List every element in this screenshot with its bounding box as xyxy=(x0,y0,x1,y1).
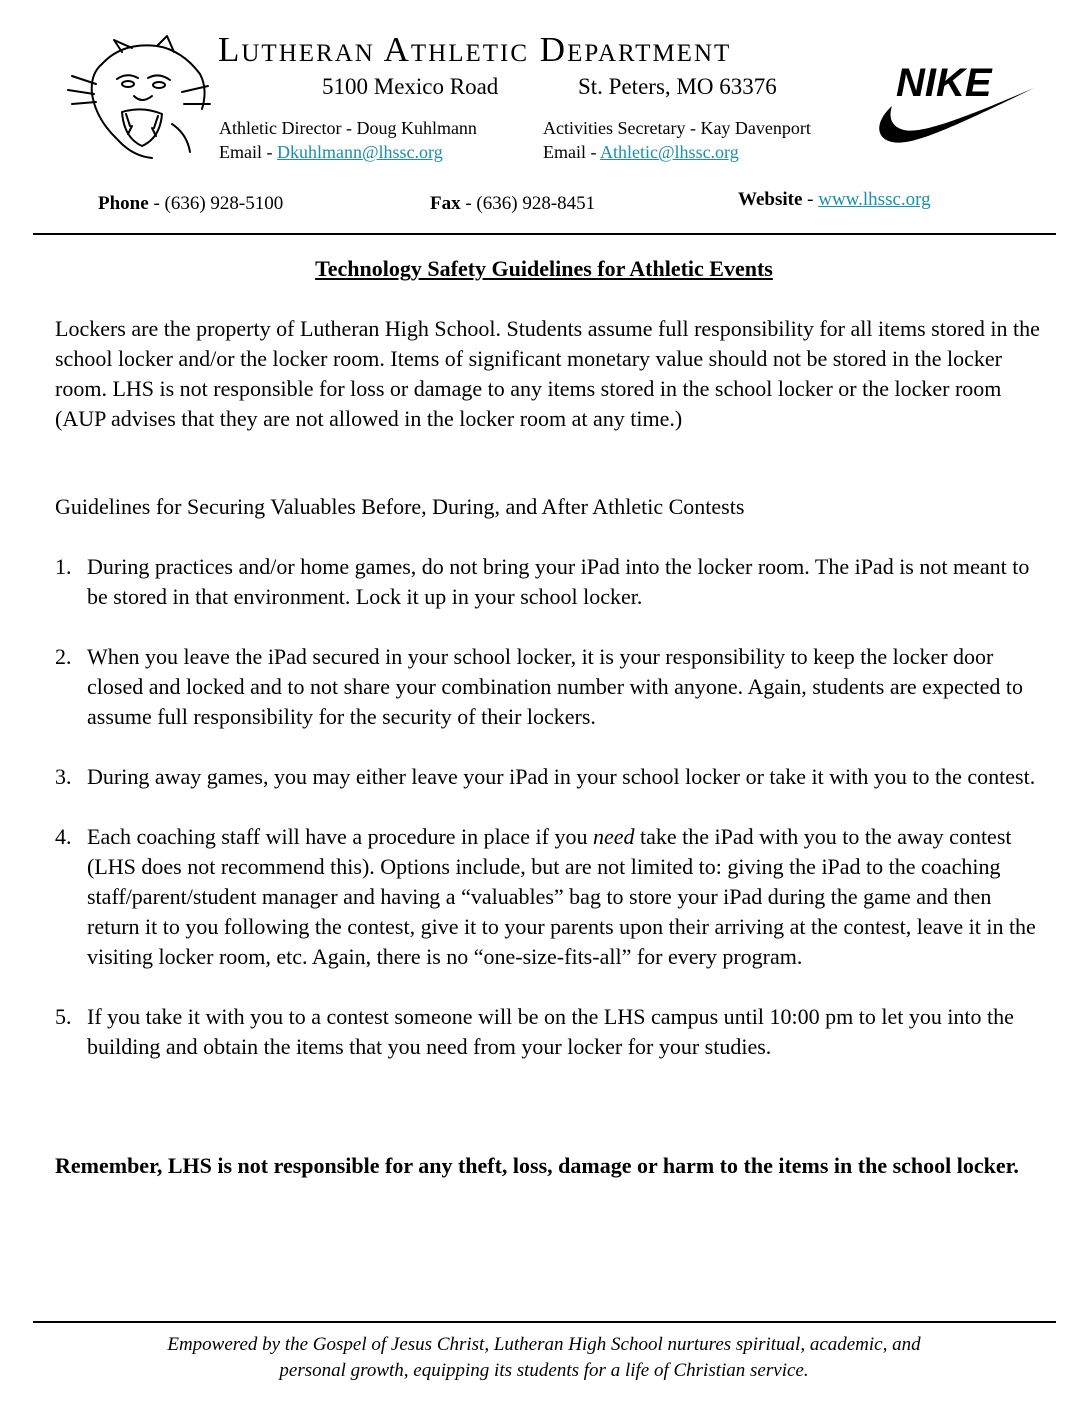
list-item-number: 5. xyxy=(55,1004,72,1029)
nike-logo xyxy=(874,58,1036,148)
director-email-label: Email - xyxy=(219,142,277,162)
intro-paragraph: Lockers are the property of Lutheran High School. Students assume full responsibility for all items stored in the school locker and/or the locker room. Items of significant monetary value should not be stored in the locker room. LHS is not responsible for loss or damage to any items stored in the school locker or the locker room (AUP advises that they are not allowed in the locker room at any time.) xyxy=(55,316,1040,431)
cougar-mascot-logo xyxy=(62,34,212,164)
mission-line-2: personal growth, equipping its students for a life of Christian service. xyxy=(279,1360,809,1381)
secretary-email-label: Email - xyxy=(543,142,600,162)
secretary-email-row xyxy=(543,142,739,163)
secretary-email-link[interactable]: Athletic@lhssc.org xyxy=(600,142,739,162)
list-item-text: When you leave the iPad secured in your school locker, it is your responsibility to keep the locker door closed and locked and to not share your combination number with anyone. Again, students are expected to assume full responsibility for the security of their lockers. xyxy=(87,644,1023,729)
list-item-text xyxy=(87,824,1036,969)
list-item-number: 1. xyxy=(55,554,72,579)
responsibility-notice: Remember, LHS is not responsible for any theft, loss, damage or harm to the items in the school locker. xyxy=(55,1153,1019,1178)
mission-statement xyxy=(0,1332,1088,1384)
footer-divider xyxy=(33,1321,1056,1323)
list-item-number: 2. xyxy=(55,644,72,669)
website-row xyxy=(738,189,931,211)
list-item xyxy=(55,762,1040,792)
website-label: Website xyxy=(738,189,803,210)
guidelines-list xyxy=(55,552,1040,1062)
header-divider xyxy=(33,233,1056,235)
website-link[interactable]: www.lhssc.org xyxy=(818,189,931,210)
list-item xyxy=(55,822,1040,972)
fax-row xyxy=(430,193,595,215)
list-item xyxy=(55,642,1040,732)
website-separator: - xyxy=(802,189,819,210)
list-item-number: 4. xyxy=(55,824,72,849)
activities-secretary: Activities Secretary - Kay Davenport xyxy=(543,118,811,138)
guidelines-heading: Guidelines for Securing Valuables Before, During, and After Athletic Contests xyxy=(55,494,745,519)
city-address: St. Peters, MO 63376 xyxy=(578,74,777,99)
list-item xyxy=(55,1002,1040,1062)
phone-number: - (636) 928-5100 xyxy=(148,193,284,214)
director-email-link[interactable]: Dkuhlmann@lhssc.org xyxy=(276,142,443,162)
fax-label: Fax xyxy=(430,193,461,214)
nike-wordmark: NIKE xyxy=(896,61,992,105)
mission-line-1: Empowered by the Gospel of Jesus Christ, Lutheran High School nurtures spiritual, academic, and xyxy=(167,1334,921,1355)
phone-row xyxy=(98,193,283,215)
director-email-row xyxy=(219,142,443,163)
list-item-text-end: take the iPad with you to the away contest (LHS does not recommend this). Options include, but are not limited to: giving the iPad to the coaching staff/parent/student manager and having a “valuables” bag to store your iPad during the game and then return it to you following the contest, give it to your parents upon their arriving at the contest, leave it in the visiting locker room, etc. Again, there is no “one-size-fits-all” for every program. xyxy=(87,824,1036,969)
list-item-text: During practices and/or home games, do not bring your iPad into the locker room. The iPad is not meant to be stored in that environment. Lock it up in your school locker. xyxy=(87,554,1030,609)
fax-number: - (636) 928-8451 xyxy=(460,193,596,214)
list-item xyxy=(55,552,1040,612)
street-address: 5100 Mexico Road xyxy=(322,74,499,99)
list-item-emphasis: need xyxy=(593,824,635,849)
list-item-text: During away games, you may either leave your iPad in your school locker or take it with you to the contest. xyxy=(87,764,1036,789)
document-title: Technology Safety Guidelines for Athletic Events xyxy=(315,256,773,281)
list-item-text-start: Each coaching staff will have a procedure in place if you xyxy=(87,824,593,849)
department-title: Lutheran Athletic Department xyxy=(218,30,732,69)
phone-label: Phone xyxy=(98,193,149,214)
athletic-director: Athletic Director - Doug Kuhlmann xyxy=(219,118,477,138)
list-item-number: 3. xyxy=(55,764,72,789)
list-item-text: If you take it with you to a contest someone will be on the LHS campus until 10:00 pm to let you into the building and obtain the items that you need from your locker for your studies. xyxy=(87,1004,1014,1059)
